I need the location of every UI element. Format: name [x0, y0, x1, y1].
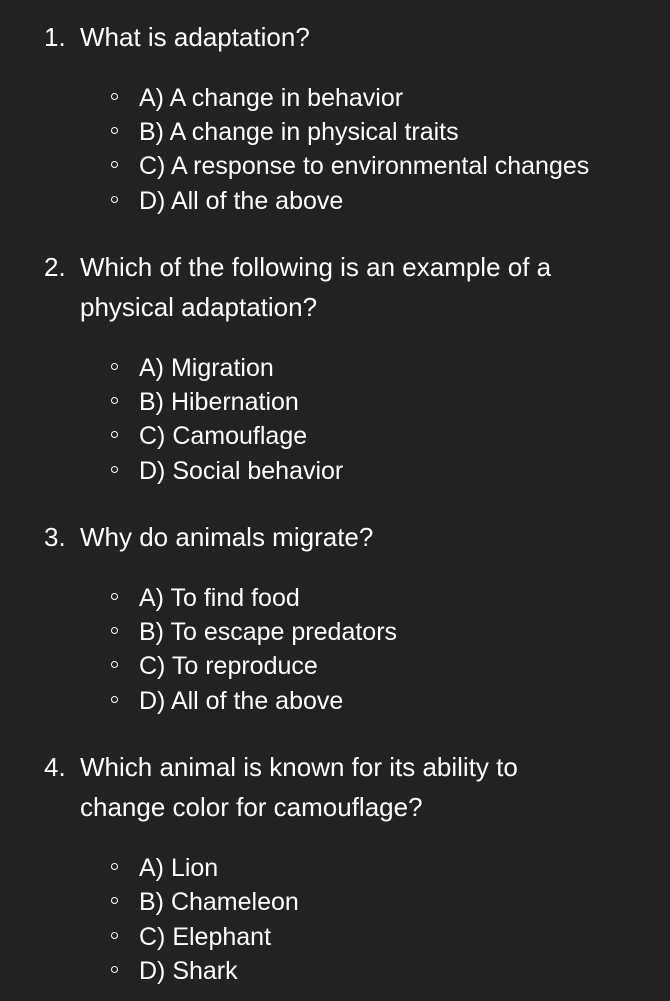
radio-circle-icon: [111, 627, 118, 634]
option-b[interactable]: [0, 615, 670, 649]
question-text: Which animal is known for its ability to: [80, 752, 518, 782]
radio-circle-icon: [111, 661, 118, 668]
option-c[interactable]: [0, 649, 670, 683]
option-label: D) All of the above: [139, 687, 344, 715]
radio-circle-icon: [111, 196, 118, 203]
question-number: 3.: [44, 522, 66, 552]
question-text: Why do animals migrate?: [80, 522, 374, 552]
option-c[interactable]: [0, 920, 670, 954]
question-number: 1.: [44, 22, 66, 52]
option-label: D) All of the above: [139, 187, 344, 215]
radio-circle-icon: [111, 696, 118, 703]
option-b[interactable]: [0, 885, 670, 919]
option-d[interactable]: [0, 954, 670, 988]
option-label: C) A response to environmental changes: [139, 152, 590, 180]
option-label: A) Migration: [139, 354, 274, 382]
option-b[interactable]: [0, 115, 670, 149]
radio-circle-icon: [111, 932, 118, 939]
radio-circle-icon: [111, 397, 118, 404]
option-label: C) Camouflage: [139, 422, 308, 450]
option-label: A) Lion: [139, 854, 219, 882]
question-number: 4.: [44, 752, 66, 782]
option-label: C) Elephant: [139, 923, 272, 951]
option-label: D) Social behavior: [139, 457, 344, 485]
question-text: physical adaptation?: [80, 292, 318, 322]
option-a[interactable]: [0, 581, 670, 615]
radio-circle-icon: [111, 431, 118, 438]
option-label: B) Hibernation: [139, 388, 299, 416]
question-number: 2.: [44, 252, 66, 282]
option-a[interactable]: [0, 851, 670, 885]
question-text: What is adaptation?: [80, 22, 310, 52]
radio-circle-icon: [111, 93, 118, 100]
radio-circle-icon: [111, 127, 118, 134]
option-label: B) To escape predators: [139, 618, 398, 646]
question-text: Which of the following is an example of a: [80, 252, 552, 282]
option-label: A) To find food: [139, 584, 300, 612]
option-d[interactable]: [0, 184, 670, 218]
option-label: A) A change in behavior: [139, 84, 404, 112]
option-label: D) Shark: [139, 957, 238, 985]
radio-circle-icon: [111, 363, 118, 370]
option-d[interactable]: [0, 684, 670, 718]
option-label: B) A change in physical traits: [139, 118, 459, 146]
question-text: change color for camouflage?: [80, 792, 423, 822]
option-a[interactable]: [0, 81, 670, 115]
radio-circle-icon: [111, 966, 118, 973]
option-c[interactable]: [0, 419, 670, 453]
option-a[interactable]: [0, 351, 670, 385]
option-label: B) Chameleon: [139, 888, 299, 916]
option-label: C) To reproduce: [139, 652, 318, 680]
option-d[interactable]: [0, 454, 670, 488]
radio-circle-icon: [111, 863, 118, 870]
radio-circle-icon: [111, 161, 118, 168]
option-b[interactable]: [0, 385, 670, 419]
radio-circle-icon: [111, 466, 118, 473]
radio-circle-icon: [111, 897, 118, 904]
radio-circle-icon: [111, 593, 118, 600]
option-c[interactable]: [0, 149, 670, 183]
